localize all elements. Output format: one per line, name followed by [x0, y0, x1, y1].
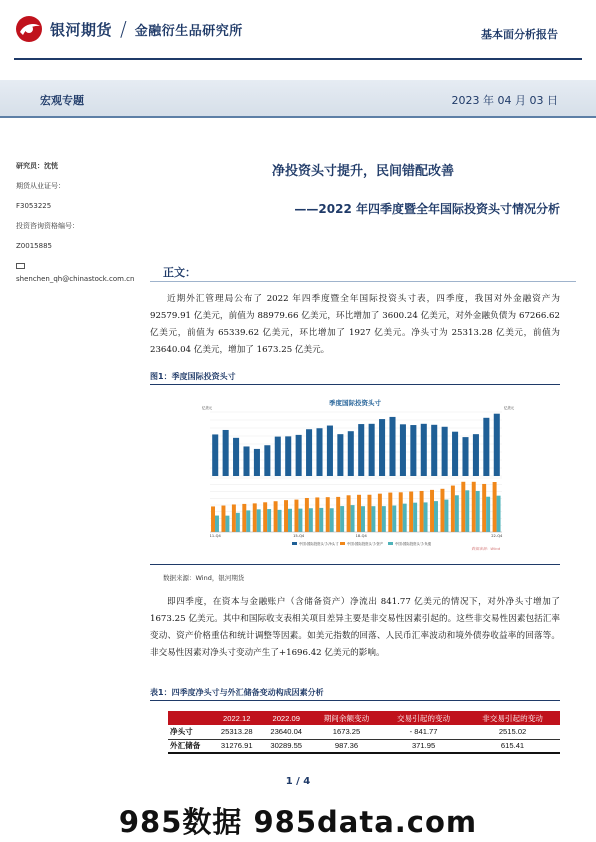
bottom-panel — [210, 478, 502, 532]
liability-bar — [382, 506, 386, 532]
asset-bar — [430, 490, 434, 532]
liability-bar — [319, 508, 323, 532]
brand-name: 银河期货 — [50, 20, 113, 39]
researcher-name: 研究员：沈恍 — [16, 162, 58, 170]
report-date: 2023 年 04 月 03 日 — [451, 94, 558, 107]
table-header-row — [168, 711, 560, 725]
x-tick-label: 11-Q4 — [209, 534, 221, 538]
asset-bar — [211, 506, 215, 532]
table-cell: 30289.55 — [261, 739, 310, 753]
legend-label: 中国:国际投资头寸:资产 — [347, 542, 384, 546]
table-cell: - 841.77 — [382, 725, 465, 739]
mail-icon — [16, 263, 25, 269]
net-position-bar — [223, 430, 229, 476]
asset-bar — [399, 492, 403, 532]
asset-bar — [336, 497, 340, 532]
site-watermark: 985数据 985data.com — [118, 805, 478, 839]
page-header — [0, 0, 596, 62]
asset-bar — [253, 503, 257, 532]
table-cell: 2515.02 — [465, 725, 560, 739]
asset-bar — [263, 502, 267, 532]
table-row — [168, 725, 560, 739]
y-unit-label: 亿美元 — [202, 406, 213, 410]
liability-bar — [257, 509, 261, 532]
net-position-bar — [327, 426, 333, 476]
asset-bar — [284, 500, 288, 532]
col-header: 非交易引起的变动 — [465, 711, 560, 725]
report-type: 基本面分析报告 — [481, 28, 558, 41]
liability-bar — [392, 506, 396, 532]
net-position-bar — [421, 424, 427, 476]
net-position-bar — [442, 427, 448, 476]
researcher-sidebar — [16, 160, 136, 283]
net-position-bar — [306, 429, 312, 476]
legend-label: 中国:国际投资头寸:负债 — [395, 542, 432, 546]
analysis-table — [168, 711, 560, 754]
net-position-bar — [452, 432, 458, 476]
liability-bar — [236, 513, 240, 532]
net-position-bar — [358, 424, 364, 476]
asset-bar — [482, 484, 486, 532]
investment-position-chart — [188, 392, 522, 554]
liability-bar — [278, 510, 282, 532]
body-paragraph-2: 即四季度，在资本与金融账户（含储备资产）净流出 841.77 亿美元的情况下，对外净头寸增加了 1673.25 亿美元。其中和国际收支表相关项目差异主要是非交易性因素引起的。这些非交易性因素包括汇率变动、资产价格重估和统计调整等因素。如美元指数的回落、人民币汇率波动和境外债券收益率的回落等。非交易性因素对净头寸变动产生了+1696.42 亿美元的影响。 — [150, 597, 560, 658]
liability-bar — [434, 501, 438, 532]
legend-swatch — [292, 542, 297, 545]
net-position-bar — [212, 434, 218, 476]
asset-bar — [221, 506, 225, 532]
x-axis — [210, 532, 503, 538]
liability-bar — [215, 516, 219, 532]
net-position-bar — [254, 449, 260, 476]
liability-bar — [403, 504, 407, 532]
asset-bar — [367, 495, 371, 532]
consult-number: Z0015885 — [16, 242, 52, 250]
liability-bar — [361, 506, 365, 532]
report-title: 净投资头寸提升，民间错配改善 — [271, 164, 454, 179]
liability-bar — [340, 506, 344, 532]
row-label: 外汇储备 — [168, 739, 212, 753]
chart-legend — [292, 541, 432, 546]
net-position-bar — [431, 425, 437, 476]
net-position-bar — [462, 437, 468, 476]
cert-label: 期货从业证号： — [16, 182, 65, 190]
brand-logo — [14, 14, 243, 44]
col-header: 期间余额变动 — [311, 711, 382, 725]
liability-bar — [455, 495, 459, 532]
asset-bar — [294, 500, 298, 532]
x-tick-label: 22-Q4 — [491, 534, 503, 538]
liability-bar — [497, 496, 501, 532]
liability-bar — [330, 508, 334, 532]
section-divider — [150, 281, 576, 282]
brand-separator: / — [120, 17, 127, 41]
table-cell: 987.36 — [311, 739, 382, 753]
table-caption: 表1：四季度净头寸与外汇储备变动构成因素分析 — [150, 688, 324, 697]
figure-source: 数据来源：Wind，银河期货 — [163, 574, 245, 582]
net-position-bar — [483, 418, 489, 476]
net-position-bar — [379, 419, 385, 476]
liability-bar — [424, 502, 428, 532]
figure-top-rule — [150, 384, 560, 385]
col-header: 2022.12 — [212, 711, 261, 725]
net-position-bar — [243, 446, 249, 476]
asset-bar — [451, 486, 455, 532]
asset-bar — [305, 498, 309, 532]
asset-bar — [347, 495, 351, 532]
asset-bar — [274, 501, 278, 532]
table-cell: 1673.25 — [311, 725, 382, 739]
liability-bar — [465, 490, 469, 532]
net-position-bar — [494, 414, 500, 476]
liability-bar — [246, 510, 250, 532]
net-position-bar — [296, 435, 302, 476]
galaxy-logo-icon — [14, 14, 44, 44]
liability-bar — [444, 500, 448, 532]
net-position-bar — [233, 438, 239, 476]
legend-swatch — [388, 542, 393, 545]
legend-label: 中国:国际投资头寸:净头寸 — [299, 542, 339, 546]
section-heading: 正文： — [163, 266, 196, 279]
asset-bar — [232, 504, 236, 532]
liability-bar — [413, 503, 417, 532]
net-position-bar — [348, 431, 354, 476]
liability-bar — [288, 509, 292, 532]
report-category: 宏观专题 — [40, 94, 84, 107]
chart-title: 季度国际投资头寸 — [329, 399, 381, 407]
asset-bar — [242, 504, 246, 532]
asset-bar — [315, 497, 319, 532]
table-cell: 25313.28 — [212, 725, 261, 739]
table-top-rule — [150, 700, 560, 701]
net-position-bar — [400, 424, 406, 476]
topic-band — [0, 80, 596, 118]
consult-label: 投资咨询资格编号： — [16, 222, 79, 230]
institute-name: 金融衍生品研究所 — [134, 23, 243, 39]
table-cell: 23640.04 — [261, 725, 310, 739]
email-line — [16, 260, 136, 283]
asset-bar — [461, 482, 465, 532]
net-position-bar — [316, 428, 322, 476]
net-position-bar — [410, 425, 416, 476]
asset-bar — [420, 491, 424, 532]
y-unit-label: 亿美元 — [504, 406, 515, 410]
asset-bar — [472, 482, 476, 532]
report-subtitle: ——2022 年四季度暨全年国际投资头寸情况分析 — [294, 202, 560, 216]
header-divider — [14, 58, 582, 60]
asset-bar — [440, 489, 444, 532]
liability-bar — [371, 506, 375, 532]
asset-bar — [409, 492, 413, 533]
liability-bar — [225, 516, 229, 532]
liability-bar — [267, 509, 271, 532]
liability-bar — [486, 497, 490, 532]
cert-number: F3053225 — [16, 202, 52, 210]
legend-swatch — [340, 542, 345, 545]
col-header: 2022.09 — [261, 711, 310, 725]
table-cell: 615.41 — [465, 739, 560, 753]
row-label: 净头寸 — [168, 725, 212, 739]
liability-bar — [298, 509, 302, 532]
x-tick-label: 18-Q4 — [355, 534, 367, 538]
table-row — [168, 739, 560, 753]
asset-bar — [357, 495, 361, 532]
net-position-bar — [264, 445, 270, 476]
asset-bar — [378, 494, 382, 532]
net-position-bar — [369, 424, 375, 476]
asset-bar — [493, 482, 497, 532]
table-cell: 371.95 — [382, 739, 465, 753]
col-header: 交易引起的变动 — [382, 711, 465, 725]
liability-bar — [309, 508, 313, 532]
asset-bar — [326, 497, 330, 532]
net-position-bar — [337, 434, 343, 476]
col-header — [168, 711, 212, 725]
body-paragraph-1: 近期外汇管理局公布了 2022 年四季度暨全年国际投资头寸表，四季度，我国对外金融资产为 92579.91 亿美元，前值为 88979.66 亿美元，环比增加了 3600.24 亿美元，对外金融负债为 67266.62 亿美元，前值为 65339.62 亿美元，环比增加了 1927 亿美元。净头寸为 25313.28 亿美元，前值为 23640.04 亿美元，增加了 1673.25 亿美元。 — [150, 294, 560, 355]
top-panel — [202, 405, 515, 476]
net-position-bar — [275, 437, 281, 476]
table-cell: 31276.91 — [212, 739, 261, 753]
asset-bar — [388, 493, 392, 532]
figure-bottom-rule — [150, 564, 560, 565]
net-position-bar — [285, 436, 291, 476]
x-tick-label: 15-Q4 — [293, 534, 305, 538]
page-number: 1 / 4 — [285, 776, 311, 787]
net-position-bar — [389, 417, 395, 476]
chart-svg — [188, 392, 522, 554]
net-position-bar — [473, 434, 479, 476]
chart-watermark: 数据来源：Wind — [471, 546, 500, 551]
liability-bar — [351, 505, 355, 532]
email-address[interactable]: shenchen_qh@chinastock.com.cn — [16, 275, 135, 283]
figure-caption: 图1：季度国际投资头寸 — [150, 372, 236, 381]
liability-bar — [476, 491, 480, 532]
